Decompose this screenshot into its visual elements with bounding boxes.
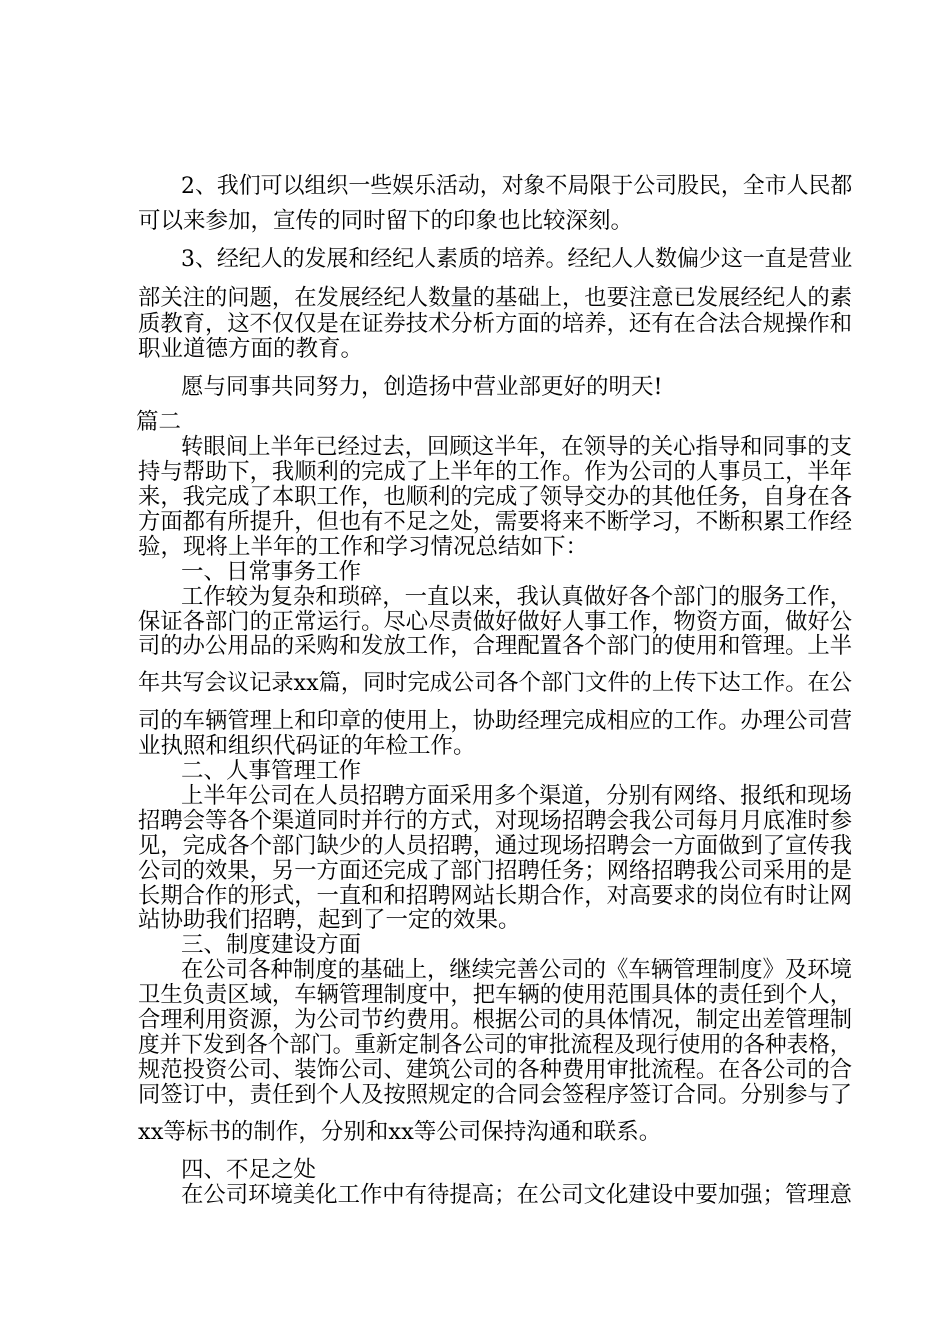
paragraph-line: 职业道德方面的教育。 [138,336,364,362]
paragraph-line: 站协助我们招聘，起到了一定的效果。 [138,907,521,933]
paragraph-line: 同签订中，责任到个人及按照规定的合同会签程序签订合同。分别参与了 [138,1082,853,1108]
paragraph-line: 司的车辆管理上和印章的使用上，协助经理完成相应的工作。办理公司营 [138,708,853,734]
section-heading: 四、不足之处 [181,1157,317,1183]
paragraph-line: 规范投资公司、装饰公司、建筑公司的各种费用审批流程。在各公司的合 [138,1057,853,1083]
paragraph-line: 合理利用资源，为公司节约费用。根据公司的具体情况，制定出差管理制 [138,1007,853,1033]
paragraph-line: 转眼间上半年已经过去，回顾这半年，在领导的关心指导和同事的支 [181,434,853,460]
section-heading: 三、制度建设方面 [181,932,362,958]
paragraph-line: xx等标书的制作，分别和xx等公司保持沟通和联系。 [138,1119,662,1145]
paragraph-line: 在公司环境美化工作中有待提高；在公司文化建设中要加强；管理意 [181,1182,853,1208]
paragraph-line: 业执照和组织代码证的年检工作。 [138,733,476,759]
paragraph-line: 2、我们可以组织一些娱乐活动，对象不局限于公司股民，全市人民都 [181,173,853,199]
paragraph-line: 度并下发到各个部门。重新定制各公司的审批流程及现行使用的各种表格， [138,1032,852,1058]
paragraph-line: 上半年公司在人员招聘方面采用多个渠道，分别有网络、报纸和现场 [181,783,853,809]
section-title: 篇二 [136,409,182,435]
paragraph-line: 年共写会议记录xx篇，同时完成公司各个部门文件的上传下达工作。在公 [138,670,852,696]
paragraph-line: 持与帮助下，我顺利的完成了上半年的工作。作为公司的人事员工，半年 [138,459,853,485]
paragraph-line: 工作较为复杂和琐碎，一直以来，我认真做好各个部门的服务工作， [181,584,853,610]
paragraph-line: 验，现将上半年的工作和学习情况总结如下： [138,534,589,560]
paragraph-line: 部关注的问题，在发展经纪人数量的基础上，也要注意已发展经纪人的素 [138,285,853,311]
paragraph-line: 公司的效果，另一方面还完成了部门招聘任务；网络招聘我公司采用的是 [138,858,853,884]
paragraph-line: 招聘会等各个渠道同时并行的方式，对现场招聘会我公司每月月底准时参 [138,808,853,834]
paragraph-line: 来，我完成了本职工作，也顺利的完成了领导交办的其他任务，自身在各 [138,484,853,510]
paragraph-line: 可以来参加，宣传的同时留下的印象也比较深刻。 [138,208,634,234]
paragraph-line: 保证各部门的正常运行。尽心尽责做好做好人事工作，物资方面，做好公 [138,609,853,635]
paragraph-line: 3、经纪人的发展和经纪人素质的培养。经纪人人数偏少这一直是营业 [181,246,853,272]
paragraph-line: 见，完成各个部门缺少的人员招聘，通过现场招聘会一方面做到了宣传我 [138,833,853,859]
section-heading: 一、日常事务工作 [181,559,362,585]
paragraph-line: 卫生负责区域，车辆管理制度中，把车辆的使用范围具体的责任到个人， [138,982,853,1008]
paragraph-line: 愿与同事共同努力，创造扬中营业部更好的明天! [181,374,663,400]
paragraph-line: 方面都有所提升，但也有不足之处，需要将来不断学习，不断积累工作经 [138,509,853,535]
paragraph-line: 在公司各种制度的基础上，继续完善公司的《车辆管理制度》及环境 [181,957,853,983]
section-heading: 二、人事管理工作 [181,758,362,784]
paragraph-line: 司的办公用品的采购和发放工作，合理配置各个部门的使用和管理。上半 [138,633,853,659]
paragraph-line: 质教育，这不仅仅是在证券技术分析方面的培养，还有在合法合规操作和 [138,311,853,337]
paragraph-line: 长期合作的形式，一直和和招聘网站长期合作，对高要求的岗位有时让网 [138,883,853,909]
